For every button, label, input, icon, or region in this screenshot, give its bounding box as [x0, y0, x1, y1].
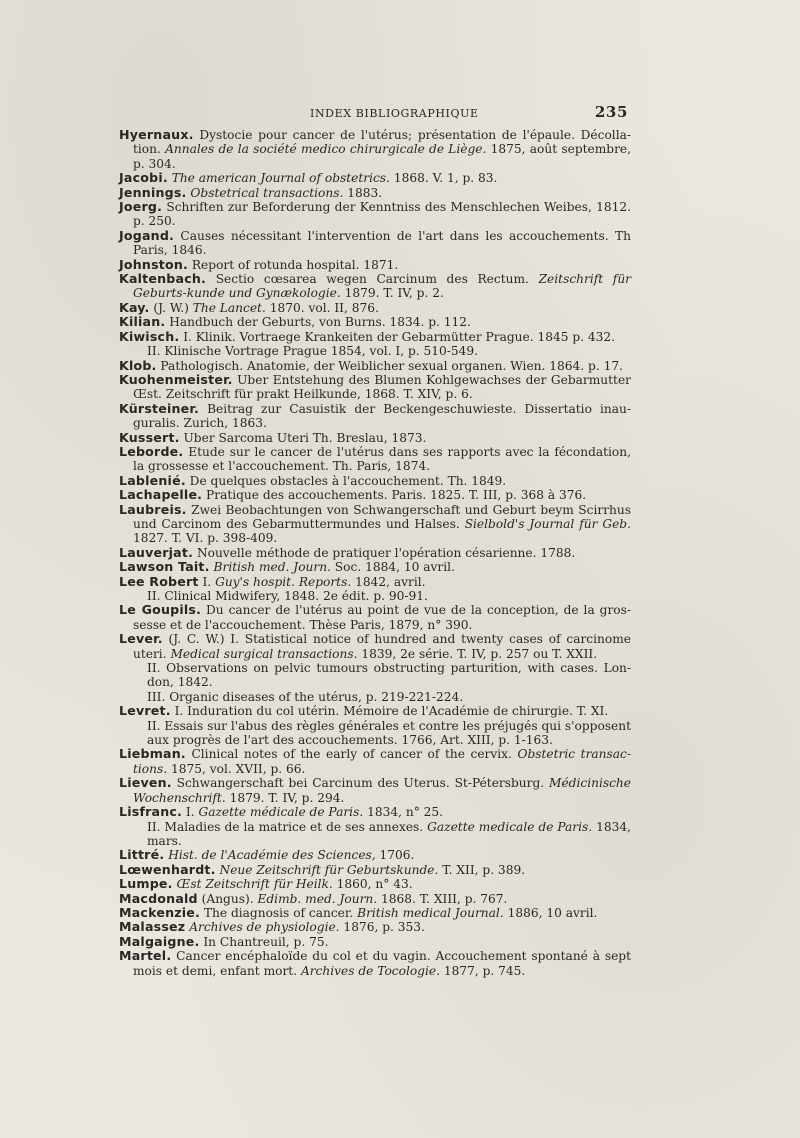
- author-name: Malassez: [119, 919, 186, 935]
- journal-title: Obstetric transac-tions.: [133, 747, 631, 776]
- journal-title: Hist. de l'Académie des Sciences,: [168, 848, 376, 863]
- journal-title: Œst Zeitschrift für Heilk.: [176, 877, 333, 892]
- entry-text: In Chantreuil, p. 75.: [199, 934, 329, 949]
- author-name: Lawson Tait.: [119, 559, 210, 575]
- author-name: Leborde.: [119, 443, 184, 459]
- author-name: Liebman.: [119, 746, 186, 762]
- author-name: Hyernaux.: [119, 127, 194, 142]
- bibliography-entry: [119, 431, 631, 445]
- bibliography-entry: [119, 935, 631, 949]
- journal-title: Annales de la société medico chirurgicale de Liège.: [165, 142, 487, 157]
- bibliography-entry: [119, 776, 631, 805]
- bibliography-entry: [119, 747, 631, 776]
- journal-title: Archives de Tocologie.: [300, 963, 440, 978]
- bibliography-entry: [119, 877, 631, 891]
- page-number: 235: [594, 103, 628, 121]
- journal-title: Edimb. med. Journ.: [257, 891, 378, 906]
- bibliography-entry: [119, 200, 631, 229]
- bibliography-entry: [119, 171, 631, 185]
- entry-text: Soc. 1884, 10 avril.: [330, 560, 455, 575]
- author-name: Lee Robert: [119, 573, 199, 589]
- journal-title: Zeitschrift für Geburts-kunde und Gynækologie.: [133, 272, 631, 301]
- entry-text: Schriften zur Beforderung der Kenntniss des Menschlechen Weibes, 1812. p. 250.: [133, 200, 631, 229]
- bibliography-entry: [119, 301, 631, 315]
- bibliography-entry: [119, 272, 631, 301]
- author-name: Lœwenhardt.: [119, 861, 216, 877]
- entry-text: Uber Sarcoma Uteri Th. Breslau, 1873.: [179, 430, 427, 445]
- entry-text: (J. W.): [149, 300, 193, 315]
- entry-text: Cancer encéphaloïde du col et du vagin. Accouchement spontané à sept mois et demi, enfant mort.: [133, 949, 631, 978]
- author-name: Lever.: [119, 631, 163, 647]
- entry-text: T. XII, p. 389.: [438, 862, 526, 877]
- entry-text: Sectio cœsarea wegen Carcinum des Rectum.: [206, 272, 539, 287]
- entry-text: Handbuch der Geburts, von Burns. 1834. p. 112.: [165, 315, 471, 330]
- entry-text: 1870. vol. II, 876.: [265, 300, 379, 315]
- entry-text: I.: [198, 574, 216, 589]
- bibliography-entry: [119, 258, 631, 272]
- sub-reference: [133, 820, 631, 849]
- author-name: Kürsteiner.: [119, 400, 199, 416]
- entry-text: 1827. T. VI. p. 398-409.: [133, 531, 278, 546]
- bibliography-entry: [119, 546, 631, 560]
- author-name: Jogand.: [119, 227, 175, 243]
- entry-text: 1868. T. XIII, p. 767.: [377, 891, 508, 906]
- journal-title: The Lancet.: [192, 300, 266, 315]
- entry-text: (J. C. W.) I. Statistical notice of hundred and twenty cases of carcinome uteri.: [133, 632, 631, 661]
- entry-text: 1879. T. IV, p. 2.: [340, 286, 444, 301]
- bibliography-entry: [119, 315, 631, 329]
- bibliography-entry: [119, 848, 631, 862]
- bibliography-entry: [119, 330, 631, 359]
- bibliography-entry: [119, 863, 631, 877]
- sub-reference: II. Clinical Midwifery, 1848. 2e édit. p. 90-91.: [147, 589, 428, 603]
- bibliography-entry: [119, 603, 631, 632]
- entry-text: 1860, n° 43.: [332, 877, 413, 892]
- sub-reference: II. Observations on pelvic tumours obstructing parturition, with cases. Lon-don, 1842.: [147, 661, 631, 690]
- journal-title: The american Journal of obstetrics.: [171, 171, 390, 186]
- entry-text: Dystocie pour cancer de l'utérus; présentation de l'épaule. Décolla-tion.: [133, 128, 631, 157]
- entry-text: 1706.: [375, 848, 415, 863]
- author-name: Kussert.: [119, 429, 180, 445]
- entry-text: 1879. T. IV, p. 294.: [225, 790, 345, 805]
- bibliography-entry: [119, 503, 631, 546]
- author-name: Lablenié.: [119, 472, 186, 488]
- entry-text: The diagnosis of cancer.: [200, 905, 358, 920]
- entry-text: Causes nécessitant l'intervention de l'art dans les accouchements. Th Paris, 1846.: [133, 228, 631, 258]
- bibliography-entry: [119, 128, 631, 171]
- entry-text: 1839, 2e série. T. IV, p. 257 ou T. XXII.: [357, 646, 598, 661]
- entry-text: Report of rotunda hospital. 1871.: [188, 257, 399, 272]
- bibliography-entry: [119, 488, 631, 502]
- entry-text: 1868. V. 1, p. 83.: [389, 171, 498, 186]
- bibliography-entry: [119, 373, 631, 402]
- entry-text: I. Induration du col utérin. Mémoire de l'Académie de chirurgie. T. XI.: [170, 704, 609, 719]
- entry-text: 1877, p. 745.: [439, 963, 526, 978]
- author-name: Lachapelle.: [119, 487, 203, 503]
- journal-title: British med. Journ.: [213, 560, 331, 575]
- author-name: Littré.: [119, 847, 165, 863]
- entry-text: Uber Entstehung des Blumen Kohlgewachses der Gebarmutter Œst. Zeitschrift für prakt Heilkunde, 1868. T. XIV, p. 6.: [133, 372, 631, 402]
- entry-text: Etude sur le cancer de l'utérus dans ses rapports avec la fécondation, la grossesse et l'accouchement. Th. Paris, 1874.: [133, 444, 631, 474]
- entry-text: 1886, 10 avril.: [503, 905, 598, 920]
- bibliography-entry: [119, 892, 631, 906]
- author-name: Laubreis.: [119, 501, 187, 517]
- journal-title: Gazette medicale de Paris.: [427, 819, 593, 834]
- journal-title: Gazette médicale de Paris.: [198, 805, 364, 820]
- journal-title: Neue Zeitschrift für Geburtskunde.: [219, 862, 439, 877]
- author-name: Martel.: [119, 948, 172, 964]
- sub-reference: III. Organic diseases of the utérus, p. 219-221-224.: [147, 689, 464, 704]
- bibliography-entry: [119, 949, 631, 978]
- entry-text: 1883.: [343, 185, 383, 200]
- journal-title: Sielbold's Journal für Geb.: [464, 516, 631, 531]
- entry-text: 1875, août septembre, p. 304.: [133, 142, 632, 171]
- bibliography-entry: [119, 359, 631, 373]
- bibliography-entry: [119, 632, 631, 704]
- entry-text: 1875, vol. XVII, p. 66.: [167, 761, 306, 776]
- author-name: Jennings.: [119, 184, 187, 200]
- bibliography-entry: [119, 704, 631, 747]
- bibliography-entry: [119, 805, 631, 848]
- author-name: Le Goupils.: [119, 602, 202, 618]
- author-name: Klob.: [119, 357, 157, 373]
- bibliography-entry: [119, 445, 631, 474]
- author-name: Kaltenbach.: [119, 271, 207, 287]
- bibliography-entry: [119, 906, 631, 920]
- author-name: Jacobi.: [119, 170, 168, 186]
- entry-text: Zwei Beobachtungen von Schwangerschaft und Geburt beym Scirrhus und Carcinom des Gebarmuttermundes und Halses.: [133, 502, 631, 531]
- entry-text: (Angus).: [197, 891, 258, 906]
- bibliography-entry: [119, 186, 631, 200]
- entry-text: Clinical notes of the early of cancer of the cervix.: [185, 747, 518, 762]
- journal-title: Médicinische Wochenschrift.: [133, 776, 631, 805]
- entry-text: 1842, avril.: [351, 574, 426, 589]
- entry-text: I. Klinik. Vortraege Krankeiten der Gebarmütter Prague. 1845 p. 432.: [179, 329, 616, 344]
- entry-text: Beitrag zur Casuistik der Beckengeschuwieste. Dissertatio inau-guralis. Zurich, 1863.: [133, 401, 631, 431]
- bibliography-entry: [119, 560, 631, 574]
- author-name: Mackenzie.: [119, 904, 201, 920]
- entry-text: Du cancer de l'utérus au point de vue de la conception, de la gros-sesse et de l'accouchement. Thèse Paris, 1879, n° 390.: [133, 603, 631, 632]
- author-name: Kuohenmeister.: [119, 371, 233, 387]
- journal-title: Archives de physiologie.: [189, 920, 340, 935]
- sub-reference: II. Essais sur l'abus des règles générales et contre les préjugés qui s'opposent aux progrès de l'art des accouchements. 1766, Art. XIII, p. 1-163.: [147, 718, 631, 748]
- entry-text: De quelques obstacles à l'accouchement. Th. 1849.: [185, 473, 507, 488]
- author-name: Kay.: [119, 299, 150, 315]
- author-name: Kiwisch.: [119, 328, 180, 344]
- journal-title: British medical Journal.: [357, 905, 504, 920]
- author-name: Lauverjat.: [119, 544, 194, 560]
- page-header: [110, 103, 628, 123]
- journal-title: Obstetrical transactions.: [190, 185, 344, 200]
- author-name: Lisfranc.: [119, 804, 183, 820]
- author-name: Levret.: [119, 703, 171, 719]
- bibliography-list: [119, 128, 631, 978]
- entry-text: II. Maladies de la matrice et de ses annexes.: [147, 819, 428, 834]
- author-name: Kilian.: [119, 314, 166, 330]
- entry-text: Nouvelle méthode de pratiquer l'opération césarienne. 1788.: [193, 545, 576, 560]
- running-title: INDEX BIBLIOGRAPHIQUE: [310, 107, 479, 120]
- sub-reference: II. Klinische Vortrage Prague 1854, vol. I, p. 510-549.: [147, 344, 479, 359]
- entry-text: Schwangerschaft bei Carcinum des Uterus. St-Pétersburg.: [171, 776, 549, 791]
- entry-text: 1876, p. 353.: [339, 920, 425, 935]
- author-name: Malgaigne.: [119, 933, 200, 949]
- entry-text: Pratique des accouchements. Paris. 1825. T. III, p. 368 à 376.: [202, 488, 587, 503]
- entry-text: 1834, n° 25.: [363, 805, 444, 820]
- entry-text: Pathologisch. Anatomie, der Weiblicher sexual organen. Wien. 1864. p. 17.: [156, 358, 623, 373]
- bibliography-entry: [119, 229, 631, 258]
- author-name: Macdonald: [119, 890, 198, 906]
- author-name: Lieven.: [119, 775, 172, 791]
- entry-text: 1834, mars.: [147, 819, 632, 848]
- bibliography-entry: [119, 474, 631, 488]
- bibliography-entry: [119, 402, 631, 431]
- author-name: Johnston.: [119, 256, 188, 272]
- journal-title: Guy's hospit. Reports.: [215, 574, 352, 589]
- bibliography-entry: [119, 920, 631, 934]
- author-name: Lumpe.: [119, 876, 173, 892]
- author-name: Joerg.: [119, 199, 163, 215]
- journal-title: Medical surgical transactions.: [170, 646, 358, 661]
- bibliography-entry: [119, 575, 631, 604]
- entry-text: I.: [182, 805, 199, 820]
